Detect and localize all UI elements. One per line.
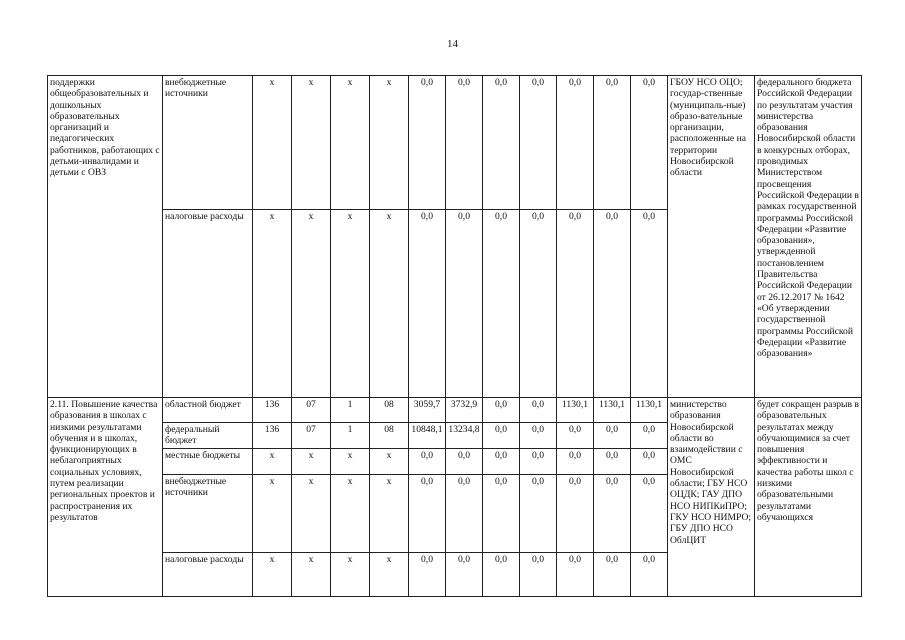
- code-cell: x: [253, 76, 292, 210]
- value-cell: 0,0: [520, 76, 557, 210]
- code-cell: x: [292, 76, 331, 210]
- value-cell: 0,0: [557, 552, 594, 596]
- code-cell: x: [370, 474, 409, 552]
- value-cell: 0,0: [446, 474, 483, 552]
- value-cell: 0,0: [483, 76, 520, 210]
- value-cell: 0,0: [409, 552, 446, 596]
- executor-cell: ГБОУ НСО ОЦО; государ-ственные (муниципаль-ные) образо-вательные организации, расположенные на территории Новосибирской области: [668, 76, 755, 398]
- value-cell: 10848,1: [409, 423, 446, 449]
- value-cell: 0,0: [409, 76, 446, 210]
- value-cell: 0,0: [520, 552, 557, 596]
- value-cell: 0,0: [446, 210, 483, 398]
- value-cell: 0,0: [557, 210, 594, 398]
- value-cell: 0,0: [483, 448, 520, 474]
- value-cell: 0,0: [557, 448, 594, 474]
- value-cell: 0,0: [631, 474, 668, 552]
- value-cell: 0,0: [446, 448, 483, 474]
- table-row: [48, 398, 862, 423]
- page-number: 14: [447, 38, 458, 50]
- code-cell: x: [253, 210, 292, 398]
- value-cell: 13234,8: [446, 423, 483, 449]
- value-cell: 0,0: [483, 474, 520, 552]
- code-cell: 136: [253, 398, 292, 423]
- value-cell: 0,0: [631, 76, 668, 210]
- source-cell: внебюджетные источники: [163, 474, 253, 552]
- value-cell: 3732,9: [446, 398, 483, 423]
- value-cell: 0,0: [594, 448, 631, 474]
- code-cell: 1: [331, 423, 370, 449]
- source-cell: внебюджетные источники: [163, 76, 253, 210]
- value-cell: 1130,1: [557, 398, 594, 423]
- code-cell: x: [370, 210, 409, 398]
- source-cell: налоговые расходы: [163, 210, 253, 398]
- value-cell: 0,0: [557, 474, 594, 552]
- funding-table: [47, 75, 862, 597]
- code-cell: x: [292, 474, 331, 552]
- source-cell: местные бюджеты: [163, 448, 253, 474]
- value-cell: 0,0: [557, 76, 594, 210]
- value-cell: 0,0: [483, 423, 520, 449]
- code-cell: x: [331, 474, 370, 552]
- value-cell: 0,0: [557, 423, 594, 449]
- value-cell: 0,0: [594, 423, 631, 449]
- value-cell: 3059,7: [409, 398, 446, 423]
- code-cell: 07: [292, 398, 331, 423]
- code-cell: 136: [253, 423, 292, 449]
- value-cell: 0,0: [520, 398, 557, 423]
- code-cell: x: [253, 474, 292, 552]
- value-cell: 0,0: [483, 552, 520, 596]
- code-cell: 08: [370, 398, 409, 423]
- source-cell: областной бюджет: [163, 398, 253, 423]
- source-cell: федеральный бюджет: [163, 423, 253, 449]
- code-cell: x: [331, 210, 370, 398]
- task-cell: 2.11. Повышение качества образования в школах с низкими результатами обучения и в школах, функционирующих в неблагоприятных социальных условиях, путем реализации региональных проектов и распространения их результатов: [48, 398, 163, 597]
- value-cell: 1130,1: [631, 398, 668, 423]
- code-cell: x: [292, 552, 331, 596]
- value-cell: 0,0: [446, 76, 483, 210]
- task-cell: поддержки общеобразовательных и дошкольных образовательных организаций и педагогических работников, работающих с детьми-инвалидами и детьми с ОВЗ: [48, 76, 163, 398]
- code-cell: x: [253, 552, 292, 596]
- value-cell: 0,0: [409, 448, 446, 474]
- code-cell: x: [292, 210, 331, 398]
- code-cell: x: [331, 448, 370, 474]
- value-cell: 0,0: [594, 552, 631, 596]
- value-cell: 0,0: [631, 448, 668, 474]
- table-row: [48, 76, 862, 210]
- code-cell: 08: [370, 423, 409, 449]
- code-cell: x: [253, 448, 292, 474]
- value-cell: 0,0: [594, 210, 631, 398]
- value-cell: 0,0: [520, 423, 557, 449]
- value-cell: 0,0: [483, 398, 520, 423]
- source-cell: налоговые расходы: [163, 552, 253, 596]
- value-cell: 0,0: [520, 474, 557, 552]
- code-cell: 07: [292, 423, 331, 449]
- value-cell: 0,0: [520, 448, 557, 474]
- code-cell: 1: [331, 398, 370, 423]
- value-cell: 0,0: [631, 210, 668, 398]
- value-cell: 0,0: [409, 210, 446, 398]
- value-cell: 0,0: [594, 474, 631, 552]
- value-cell: 0,0: [409, 474, 446, 552]
- code-cell: x: [331, 76, 370, 210]
- executor-cell: министерство образования Новосибирской области во взаимодействии с ОМС Новосибирской области; ГБУ НСО ОЦДК; ГАУ ДПО НСО НИПКиПРО; ГКУ НСО НИМРО; ГБУ ДПО НСО ОблЦИТ: [668, 398, 755, 597]
- code-cell: x: [292, 448, 331, 474]
- value-cell: 0,0: [594, 76, 631, 210]
- code-cell: x: [370, 76, 409, 210]
- code-cell: x: [331, 552, 370, 596]
- code-cell: x: [370, 552, 409, 596]
- value-cell: 0,0: [446, 552, 483, 596]
- result-cell: будет сокращен разрыв в образовательных результатах между обучающимися за счет повышения эффективности и качества работы школ с низкими образовательными результатами обучающихся: [755, 398, 862, 597]
- value-cell: 0,0: [520, 210, 557, 398]
- code-cell: x: [370, 448, 409, 474]
- result-cell: федерального бюджета Российской Федерации по результатам участия министерства образования Новосибирской области в конкурсных отборах, проводимых Министерством просвещения Российской Федерации в рамках государственной программы Российской Федерации «Развитие образования», утвержденной постановлением Правительства Российской Федерации от 26.12.2017 № 1642 «Об утверждении государственной программы Российской Федерации «Развитие образования»: [755, 76, 862, 398]
- value-cell: 0,0: [631, 423, 668, 449]
- value-cell: 1130,1: [594, 398, 631, 423]
- value-cell: 0,0: [483, 210, 520, 398]
- value-cell: 0,0: [631, 552, 668, 596]
